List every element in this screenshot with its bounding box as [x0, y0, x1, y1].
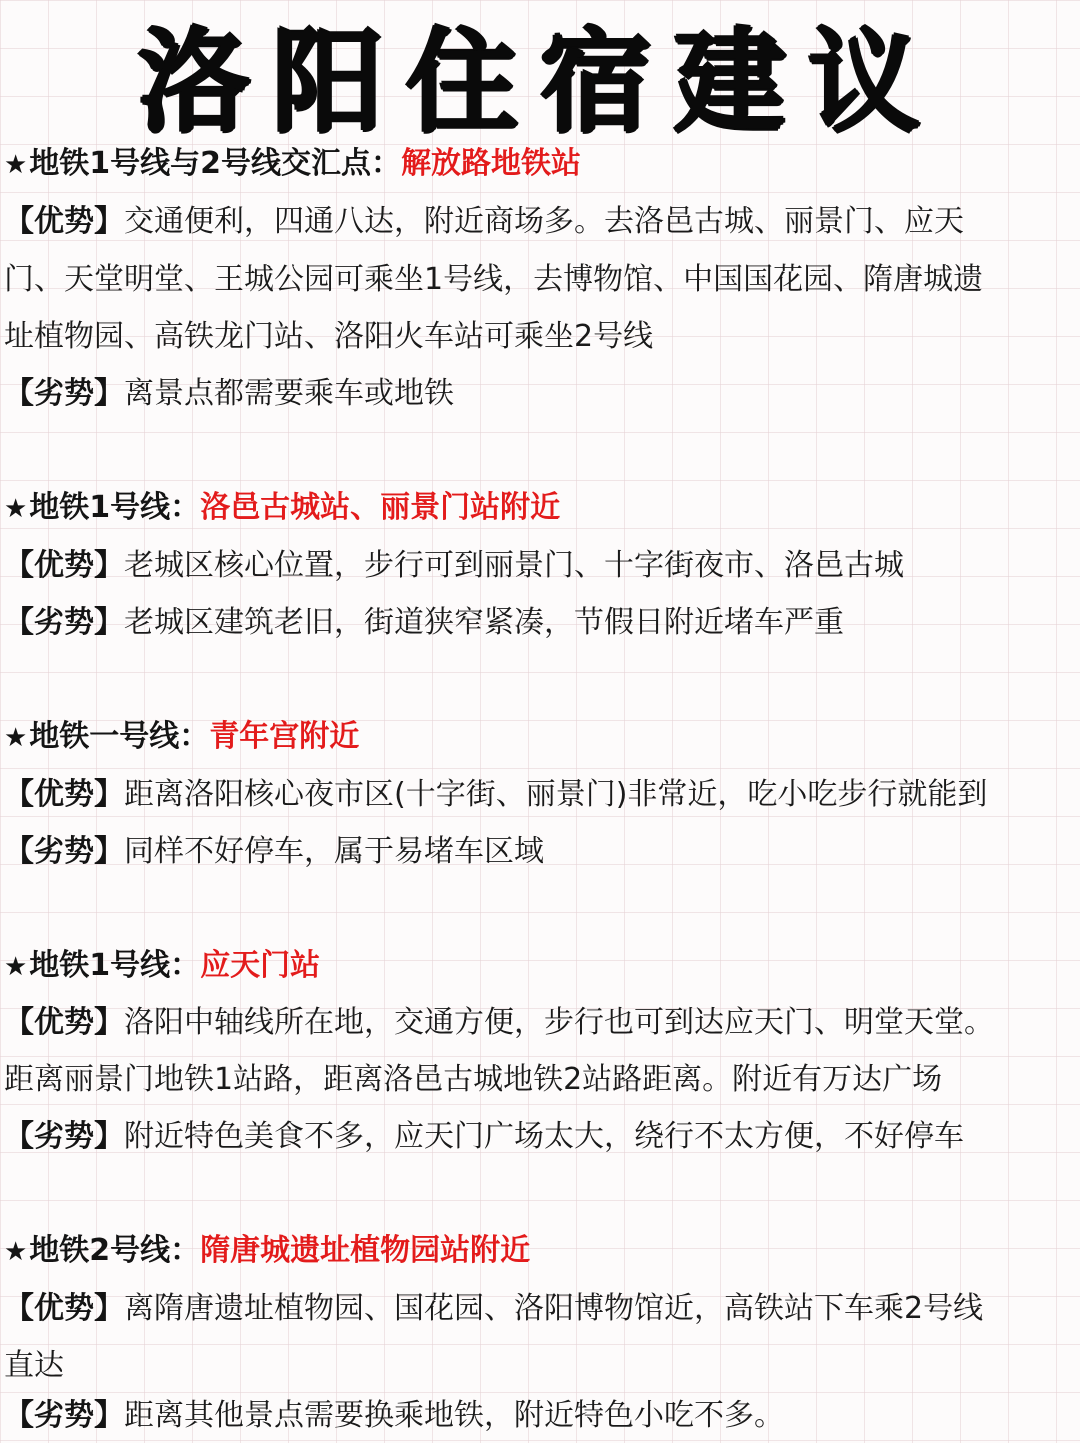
pro-line-continued	[4, 254, 1076, 306]
section-heading	[4, 940, 1076, 992]
pro-text: 距离丽景门地铁1站路，距离洛邑古城地铁2站路距离。附近有万达广场	[4, 1062, 943, 1097]
con-tag: 【劣势】	[4, 376, 124, 411]
section-location: 隋唐城遗址植物园站附近	[200, 1233, 531, 1268]
star-icon: ★	[4, 723, 28, 753]
pro-text: 门、天堂明堂、王城公园可乘坐1号线，去博物馆、中国国花园、隋唐城遗	[4, 262, 984, 297]
pro-tag: 【优势】	[4, 777, 124, 812]
section-location: 应天门站	[200, 948, 321, 983]
pro-line	[4, 1283, 1076, 1335]
pro-text: 直达	[4, 1348, 64, 1383]
con-text: 距离其他景点需要换乘地铁，附近特色小吃不多。	[124, 1398, 784, 1433]
pro-tag: 【优势】	[4, 204, 124, 239]
pro-text: 洛阳中轴线所在地，交通方便，步行也可到达应天门、明堂天堂。	[124, 1005, 994, 1040]
con-tag: 【劣势】	[4, 1119, 124, 1154]
section-label: 地铁1号线：	[29, 948, 201, 983]
star-icon: ★	[4, 494, 28, 524]
con-line	[4, 597, 1076, 649]
pro-line-continued	[4, 1054, 1076, 1106]
pro-text: 距离洛阳核心夜市区(十字街、丽景门)非常近，吃小吃步行就能到	[124, 777, 988, 812]
con-line	[4, 826, 1076, 878]
con-text: 同样不好停车，属于易堵车区域	[124, 834, 544, 869]
pro-text: 老城区核心位置，步行可到丽景门、十字街夜市、洛邑古城	[124, 548, 904, 583]
pro-line	[4, 540, 1076, 592]
star-icon: ★	[4, 952, 28, 982]
section-label: 地铁一号线：	[29, 719, 210, 754]
con-tag: 【劣势】	[4, 834, 124, 869]
pro-line-continued	[4, 311, 1076, 363]
section-location: 洛邑古城站、丽景门站附近	[200, 490, 561, 525]
pro-text: 离隋唐遗址植物园、国花园、洛阳博物馆近，高铁站下车乘2号线	[124, 1291, 984, 1326]
section-location: 解放路地铁站	[401, 146, 582, 181]
pro-line	[4, 196, 1076, 248]
section-location: 青年宫附近	[209, 719, 360, 754]
section-label: 地铁1号线：	[29, 490, 201, 525]
con-line	[4, 1390, 1076, 1442]
con-line	[4, 1111, 1076, 1163]
section-heading	[4, 711, 1076, 763]
section-heading	[4, 138, 1076, 190]
pro-text: 交通便利，四通八达，附近商场多。去洛邑古城、丽景门、应天	[124, 204, 964, 239]
section-heading	[4, 482, 1076, 534]
page-title: 洛阳住宿建议	[138, 18, 942, 148]
con-text: 老城区建筑老旧，街道狭窄紧凑，节假日附近堵车严重	[124, 605, 844, 640]
con-text: 附近特色美食不多，应天门广场太大，绕行不太方便，不好停车	[124, 1119, 964, 1154]
con-tag: 【劣势】	[4, 1398, 124, 1433]
con-line	[4, 368, 1076, 420]
pro-tag: 【优势】	[4, 548, 124, 583]
section-label: 地铁1号线与2号线交汇点：	[29, 146, 402, 181]
star-icon: ★	[4, 1237, 28, 1267]
section-heading	[4, 1225, 1076, 1277]
pro-tag: 【优势】	[4, 1005, 124, 1040]
con-text: 离景点都需要乘车或地铁	[124, 376, 454, 411]
con-tag: 【劣势】	[4, 605, 124, 640]
pro-text: 址植物园、高铁龙门站、洛阳火车站可乘坐2号线	[4, 319, 654, 354]
pro-line-continued	[4, 1340, 1076, 1392]
pro-line	[4, 769, 1076, 821]
section-label: 地铁2号线：	[29, 1233, 201, 1268]
pro-line	[4, 997, 1076, 1049]
pro-tag: 【优势】	[4, 1291, 124, 1326]
star-icon: ★	[4, 150, 28, 180]
